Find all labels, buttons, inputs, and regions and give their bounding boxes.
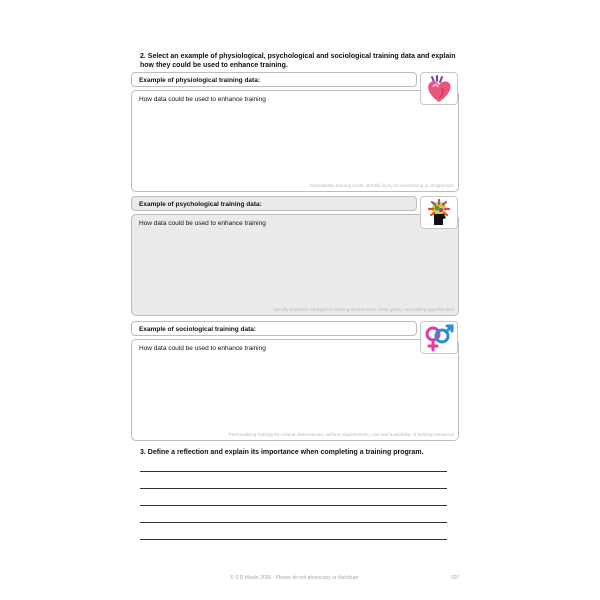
answer-line[interactable]: [140, 505, 447, 506]
physiological-answer-field[interactable]: [131, 90, 459, 192]
heart-icon: [420, 72, 458, 105]
physiological-section: [131, 72, 459, 192]
psychological-section: [131, 196, 459, 316]
sociological-answer-field[interactable]: [131, 339, 459, 441]
answer-line[interactable]: [140, 539, 447, 540]
psychological-answer-field[interactable]: [131, 214, 459, 316]
hint-text: Identify boredom, changes to training environment, reset goals, counselling opportunities: [273, 307, 454, 312]
brain-head-icon: [420, 196, 458, 229]
sociological-example-field[interactable]: Example of sociological training data:: [131, 321, 417, 336]
physiological-example-field[interactable]: Example of physiological training data:: [131, 72, 417, 87]
sociological-section: [131, 321, 459, 441]
hint-text: Individualise training loads, identify injury or overtraining or progression: [309, 183, 454, 188]
gender-symbols-icon: [420, 321, 458, 354]
answer-label: How data could be used to enhance training: [139, 96, 266, 103]
question-2-title: 2. Select an example of physiological, psychological and sociological training data and explain how they could be used to enhance training.: [140, 53, 456, 69]
answer-line[interactable]: [140, 471, 447, 472]
answer-label: How data could be used to enhance training: [139, 220, 266, 227]
page-number: 207: [451, 575, 460, 581]
answer-label: How data could be used to enhance training: [139, 345, 266, 352]
answer-line[interactable]: [140, 522, 447, 523]
psychological-example-field[interactable]: Example of psychological training data:: [131, 196, 417, 211]
hint-text: Personalising training for cultural observances, uniform requirements, cost and availability of training resources: [228, 432, 454, 437]
answer-line[interactable]: [140, 488, 447, 489]
copyright-footer: © S D Martin 2026 - Please do not photocopy or distribute: [230, 575, 359, 581]
question-3-title: 3. Define a reflection and explain its importance when completing a training program.: [140, 449, 424, 456]
